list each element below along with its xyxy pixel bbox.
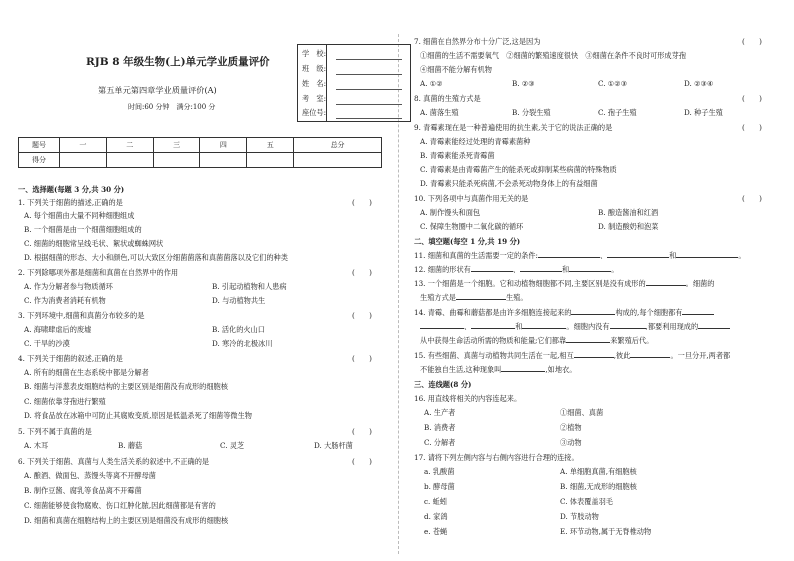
q17-right-a[interactable]: A. 单细胞真菌,有细胞核 xyxy=(560,467,637,476)
student-info-box xyxy=(297,44,411,122)
score-table xyxy=(18,137,382,168)
q17-left-a[interactable]: a. 乳酸菌 xyxy=(424,467,455,476)
score-input[interactable] xyxy=(60,153,107,168)
answer-paren[interactable]: ( ) xyxy=(352,457,372,466)
blank[interactable] xyxy=(520,271,562,272)
q1-option-b: B. 一个细菌是由一个细菌细胞组成的 xyxy=(24,225,142,234)
q16-stem: 16. 用直线将相关的内容连起来。 xyxy=(414,394,522,403)
score-input[interactable] xyxy=(153,153,200,168)
q13-text-2: 。细菌的 xyxy=(685,279,715,288)
q14-text-4: 和 xyxy=(515,322,523,331)
answer-paren[interactable]: ( ) xyxy=(352,354,372,363)
q9-option-b: B. 青霉素能杀死青霉菌 xyxy=(420,151,495,160)
blank[interactable] xyxy=(630,357,670,358)
answer-paren[interactable]: ( ) xyxy=(352,311,372,320)
q10-option-c: C. 保障生物圈中二氧化碳的循环 xyxy=(420,222,524,231)
q6-option-d: D. 细菌和真菌在细胞结构上的主要区别是细菌没有成形的细胞核 xyxy=(24,516,229,525)
blank[interactable] xyxy=(538,257,600,258)
score-cell: 四 xyxy=(200,138,247,153)
q1-option-a: A. 每个细菌由大量不同种细胞组成 xyxy=(24,211,135,220)
q15-line-1 xyxy=(414,352,730,360)
q1-stem: 1. 下列关于细菌的描述,正确的是 xyxy=(18,198,123,207)
info-divider xyxy=(326,45,327,121)
q14-line-3 xyxy=(420,337,653,345)
q11-stem: 11. 细菌和真菌的生活需要一定的条件: 、 和 。 xyxy=(414,251,746,260)
q17-left-d[interactable]: d. 家鸽 xyxy=(424,512,448,521)
blank[interactable] xyxy=(471,328,515,329)
name-field[interactable] xyxy=(336,89,402,90)
q7-option-d: D. ②③④ xyxy=(684,79,714,88)
q5-option-b: B. 蘑菇 xyxy=(118,441,143,450)
q11-text: 11. 细菌和真菌的生活需要一定的条件: xyxy=(414,251,538,260)
answer-paren[interactable]: ( ) xyxy=(742,37,762,46)
blank[interactable] xyxy=(698,328,730,329)
blank[interactable] xyxy=(456,299,506,300)
q2-option-a: A. 作为分解者参与物质循环 xyxy=(24,282,113,291)
q9-option-a: A. 青霉素能经过处理的青霉素菌种 xyxy=(420,137,531,146)
q3-option-a: A. 海啸肆虐后的废墟 xyxy=(24,325,92,334)
q6-option-a: A. 酿酒、做面包、蒸馒头等离不开酵母菌 xyxy=(24,471,156,480)
q8-option-d: D. 种子生殖 xyxy=(684,108,723,117)
q7-stem: 7. 细菌在自然界分布十分广泛,这是因为 xyxy=(414,37,541,46)
seat-field[interactable] xyxy=(336,118,402,119)
exam-subtitle: 第五单元第四章学业质量评价(A) xyxy=(98,85,217,95)
q16-left-c[interactable]: C. 分解者 xyxy=(424,438,456,447)
q16-left-a[interactable]: A. 生产者 xyxy=(424,408,456,417)
q16-right-3[interactable]: ③动物 xyxy=(560,438,582,447)
blank[interactable] xyxy=(676,257,738,258)
q4-option-c: C. 细菌依靠芽孢进行繁殖 xyxy=(24,397,106,406)
q14-text-7: 从中获得生命活动所需的物质和能量;它们都靠 xyxy=(420,336,567,345)
q2-stem: 2. 下列除哪项外都是细菌和真菌在自然界中的作用 xyxy=(18,268,179,277)
q9-option-c: C. 青霉素是由青霉菌产生的能杀死或抑制某些病菌的特殊物质 xyxy=(420,165,617,174)
blank[interactable] xyxy=(420,328,464,329)
q4-option-b: B. 细菌与洋葱表皮细胞结构的主要区别是细菌没有成形的细胞核 xyxy=(24,382,228,391)
q7-option-c: C. ①②③ xyxy=(598,79,628,88)
q6-option-b: B. 制作豆酱、腐乳等食品离不开霉菌 xyxy=(24,486,142,495)
q1-option-c: C. 细菌的细胞常呈线毛状、絮状或蜘蛛网状 xyxy=(24,239,164,248)
q8-option-c: C. 孢子生殖 xyxy=(598,108,637,117)
q12-text: 12. 细菌的形状有 xyxy=(414,265,471,274)
q3-option-c: C. 干旱的沙漠 xyxy=(24,339,70,348)
room-label: 考 室: xyxy=(302,94,326,103)
q12-and: 和 xyxy=(562,265,570,274)
time-score: 时间:60 分钟 满分:100 分 xyxy=(128,103,216,111)
answer-paren[interactable]: ( ) xyxy=(742,194,762,203)
seat-label: 座位号: xyxy=(302,108,326,117)
score-cell: 一 xyxy=(60,138,107,153)
score-cell: 五 xyxy=(247,138,294,153)
answer-paren[interactable]: ( ) xyxy=(352,427,372,436)
score-input[interactable] xyxy=(200,153,247,168)
class-field[interactable] xyxy=(336,74,402,75)
q13-text-4: 生殖。 xyxy=(505,293,528,302)
q14-text-5: 。细胞内没有 xyxy=(566,322,610,331)
blank[interactable] xyxy=(610,328,646,329)
blank[interactable] xyxy=(569,271,611,272)
q3-option-b: B. 活化的火山口 xyxy=(212,325,265,334)
name-label: 姓 名: xyxy=(302,79,326,88)
room-field[interactable] xyxy=(336,104,402,105)
q12-sep: 、 xyxy=(512,265,521,274)
exam-title: RJB 8 年级生物(上)单元学业质量评价 xyxy=(86,56,270,68)
class-label: 班 级: xyxy=(302,64,326,73)
score-value-row xyxy=(19,153,382,168)
q17-stem: 17. 请将下列左侧内容与右侧内容进行合理的连接。 xyxy=(414,453,579,462)
q14-text-6: ,都要利用现成的 xyxy=(645,322,699,331)
q4-option-a: A. 所有的细菌在生态系统中都是分解者 xyxy=(24,368,149,377)
score-header-row xyxy=(19,138,382,153)
q17-right-b[interactable]: B. 细菌,无成形的细胞核 xyxy=(560,482,637,491)
q17-right-c[interactable]: C. 体表覆盖羽毛 xyxy=(560,497,613,506)
score-input[interactable] xyxy=(247,153,294,168)
q15-line-2 xyxy=(420,366,576,374)
q7-option-b: B. ②③ xyxy=(512,79,535,88)
q14-text: 14. 青霉、曲霉和蘑菇都是由许多细胞连接起来的 xyxy=(414,308,572,317)
answer-paren[interactable]: ( ) xyxy=(742,94,762,103)
q14-line-1 xyxy=(414,309,714,317)
q10-option-b: B. 酿造酱油和红酒 xyxy=(598,208,659,217)
q5-option-c: C. 灵芝 xyxy=(220,441,245,450)
q3-option-d: D. 寒冷的北极冰川 xyxy=(212,339,273,348)
score-cell: 得分 xyxy=(19,153,60,168)
q13-line-2 xyxy=(420,294,528,302)
q13-text-3: 生殖方式是 xyxy=(420,293,456,302)
q9-stem: 9. 青霉素现在是一种普遍使用的抗生素,关于它的说法正确的是 xyxy=(414,123,613,132)
q14-text-8: 来繁殖后代。 xyxy=(610,336,654,345)
q17-left-c[interactable]: c. 蚯蚓 xyxy=(424,497,447,506)
blank[interactable] xyxy=(566,342,610,343)
q17-left-b[interactable]: b. 酵母菌 xyxy=(424,482,455,491)
q10-option-a: A. 制作馒头和面包 xyxy=(420,208,481,217)
q2-option-d: D. 与动植物共生 xyxy=(212,296,266,305)
school-label: 学 校: xyxy=(302,49,326,58)
q13-text: 13. 一个细菌是一个细胞。它和动植物细胞都不同,主要区别是没有成形的 xyxy=(414,279,646,288)
q10-option-d: D. 制造酸奶和泡菜 xyxy=(598,222,659,231)
q3-stem: 3. 下列环境中,细菌和真菌分布较多的是 xyxy=(18,311,145,320)
q17-left-e[interactable]: e. 苍蝇 xyxy=(424,527,448,536)
school-field[interactable] xyxy=(336,59,402,60)
q16-left-b[interactable]: B. 消费者 xyxy=(424,423,456,432)
score-input[interactable] xyxy=(106,153,153,168)
q8-stem: 8. 真菌的生殖方式是 xyxy=(414,94,481,103)
q4-stem: 4. 下列关于细菌的叙述,正确的是 xyxy=(18,354,123,363)
q15-text: 15. 有些细菌、真菌与动植物共同生活在一起,相互 xyxy=(414,351,574,360)
blank[interactable] xyxy=(501,371,545,372)
q7-statements-1: ①细菌的生活不需要氧气 ②细菌的繁殖速度很快 ③细菌在条件不良时可形成芽孢 xyxy=(420,51,686,60)
blank[interactable] xyxy=(682,314,714,315)
answer-paren[interactable]: ( ) xyxy=(352,268,372,277)
q14-text-2: 构成的,每个细胞都有 xyxy=(615,308,683,317)
blank[interactable] xyxy=(571,314,615,315)
q17-right-d[interactable]: D. 节肢动物 xyxy=(560,512,599,521)
q16-right-2[interactable]: ②植物 xyxy=(560,423,582,432)
q5-stem: 5. 下列不属于真菌的是 xyxy=(18,427,92,436)
q7-statements-2: ④细菌不能分解有机物 xyxy=(420,65,492,74)
q2-option-c: C. 作为消费者消耗有机物 xyxy=(24,296,106,305)
score-cell: 三 xyxy=(153,138,200,153)
blank[interactable] xyxy=(574,357,614,358)
q14-line-2 xyxy=(420,323,730,331)
q6-option-c: C. 细菌能够使食物腐败、伤口红肿化脓,因此细菌都是有害的 xyxy=(24,501,216,510)
q9-option-d: D. 青霉素只能杀死病菌,不会杀死动物身体上的有益细菌 xyxy=(420,179,598,188)
q15-text-4: 不能独自生活,这种现象叫 xyxy=(420,365,502,374)
score-cell: 题号 xyxy=(19,138,60,153)
q5-option-d: D. 大肠杆菌 xyxy=(314,441,353,450)
blank[interactable] xyxy=(522,328,566,329)
q6-stem: 6. 下列关于细菌、真菌与人类生活关系的叙述中,不正确的是 xyxy=(18,457,210,466)
answer-paren[interactable]: ( ) xyxy=(742,123,762,132)
q10-stem: 10. 下列各项中与真菌作用无关的是 xyxy=(414,194,529,203)
score-cell: 总分 xyxy=(294,138,382,153)
blank[interactable] xyxy=(607,257,669,258)
q1-option-d: D. 根据细菌的形态、大小和颜色,可以大致区分细菌菌落和真菌菌落以及它们的种类 xyxy=(24,253,288,262)
q5-option-a: A. 木耳 xyxy=(24,441,49,450)
answer-paren[interactable]: ( ) xyxy=(352,198,372,207)
blank[interactable] xyxy=(646,285,686,286)
q15-text-2: ,彼此 xyxy=(613,351,631,360)
q4-option-d: D. 将食品放在冰箱中可防止其腐败变质,原因是低温杀死了细菌等微生物 xyxy=(24,411,252,420)
q7-option-a: A. ①② xyxy=(420,79,443,88)
q2-option-b: B. 引起动植物和人患病 xyxy=(212,282,287,291)
q8-option-b: B. 分裂生殖 xyxy=(512,108,551,117)
score-input[interactable] xyxy=(294,153,382,168)
blank[interactable] xyxy=(471,271,513,272)
section-3-heading: 三、连线题(8 分) xyxy=(414,380,472,389)
section-2-heading: 二、填空题(每空 1 分,共 19 分) xyxy=(414,237,521,246)
q16-right-1[interactable]: ①细菌、真菌 xyxy=(560,408,604,417)
q8-option-a: A. 菌落生殖 xyxy=(420,108,459,117)
q13-line-1 xyxy=(414,280,714,288)
q12-stem: 12. 细菌的形状有 、 和 。 xyxy=(414,265,619,274)
q15-text-5: ,如地衣。 xyxy=(545,365,577,374)
q17-right-e[interactable]: E. 环节动物,属于无脊椎动物 xyxy=(560,527,652,536)
score-cell: 二 xyxy=(106,138,153,153)
q14-text-3: 、 xyxy=(464,322,472,331)
q15-text-3: 。一旦分开,两者都 xyxy=(670,351,731,360)
section-1-heading: 一、选择题(每题 3 分,共 30 分) xyxy=(18,185,125,194)
